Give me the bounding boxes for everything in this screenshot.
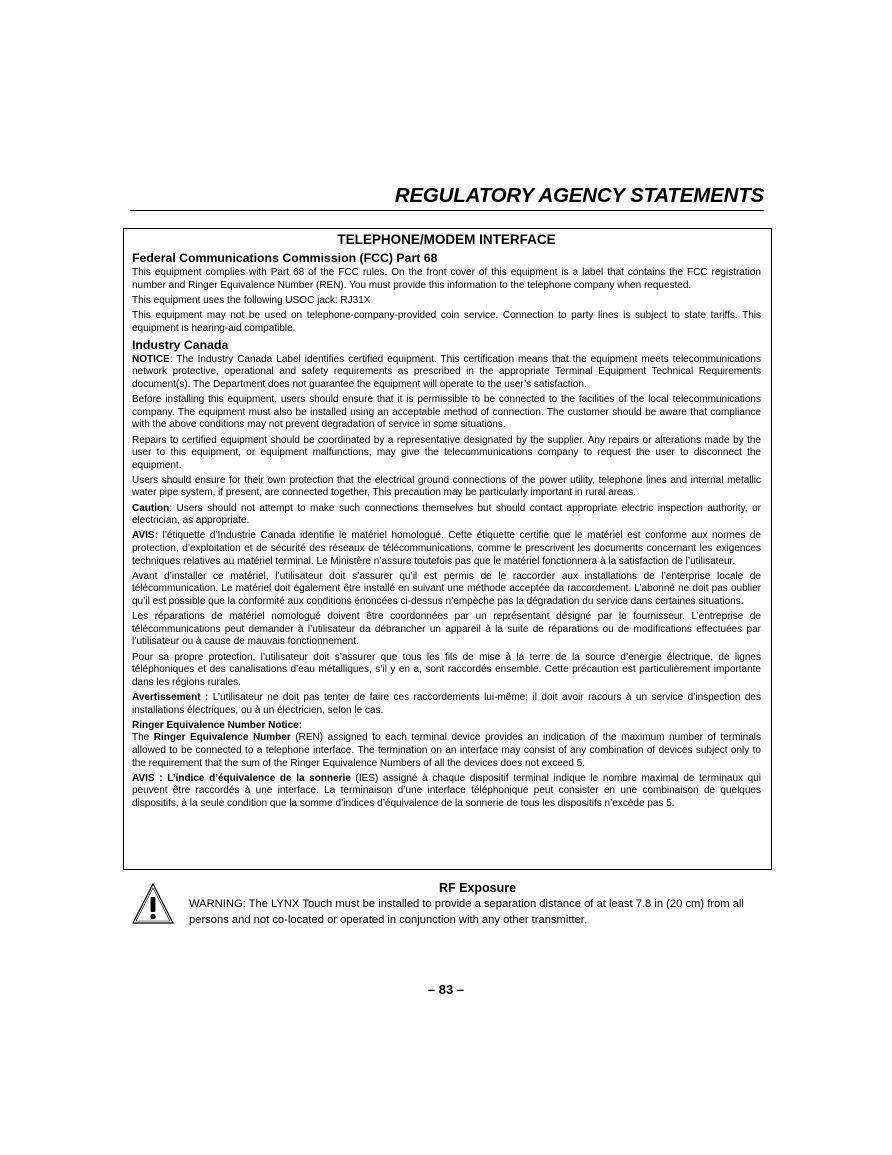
rf-exposure-heading: RF Exposure — [438, 881, 517, 895]
rf-warning-text: WARNING: The LYNX Touch must be installed to provide a separation distance of at least 7.8 in (20 cm) from all persons and not co-located or operated in conjunction with any other transmitter. — [189, 898, 744, 926]
ren-text-pre: The — [132, 732, 154, 744]
box-heading: TELEPHONE/MODEM INTERFACE — [337, 232, 556, 247]
fcc-paragraph-1: This equipment complies with Part 68 of the FCC rules. On the front cover of this equipment is a label that contains the FCC registration number and Ringer Equivalence Number (REN). You must provide this information to the telephone company when requested. — [132, 267, 761, 291]
industry-canada-heading: Industry Canada — [132, 337, 229, 352]
page-number: – 83 – — [427, 982, 465, 997]
ies-label: AVIS : L’indice d’équivalence de la sonnerie — [132, 772, 351, 784]
telephone-modem-box — [123, 228, 772, 870]
fcc-paragraph-3: This equipment may not be used on telephone-company-provided coin service. Connection to party lines is subject to state tariffs. This equipment is hearing-aid compatible. — [132, 309, 761, 334]
ic-avertissement-label: Avertissement : — [132, 691, 209, 703]
ic-avis-text: l’étiquette d’Industrie Canada identifie le matériel homologué. Cette étiquette certifie que le matériel est conforme aux normes de protection, d’exploitation et de sécurité des réseaux de télécommunications, comme le prescrivent les documents concernant les exigences techniques relatives au matériel terminal. Le Ministère n’assure toutefois pas que le matériel fonctionnera à la satisfaction de l’utilisateur. — [132, 530, 761, 567]
ic-users-paragraph: Users should ensure for their own protection that the electrical ground connections of the power utility, telephone lines and internal metallic water pipe system, if present, are connected together, This precaution may be particularly important in rural areas. — [132, 474, 761, 499]
ic-pour-paragraph: Pour sa propre protection, l’utilisateur doit s’assurer que tous les fils de mise à la terre de la source d’energie électrique, de lignes téléphoniques et des canalisations d’eau métalliques, s’il y en a, sont raccordés ensemble. Cette précaution est particulièrement importante dans les régions rurales. — [132, 651, 761, 688]
ic-avertissement-paragraph — [132, 692, 761, 717]
rf-exposure-section — [123, 880, 772, 930]
ren-bold-term: Ringer Equivalence Number — [153, 732, 291, 744]
page-title: REGULATORY AGENCY STATEMENTS — [394, 184, 764, 207]
ic-caution-paragraph — [132, 503, 761, 528]
ic-notice-label: NOTICE — [132, 353, 170, 365]
ic-avertissement-text: L’utilisateur ne doit pas tenter de faire ces raccordements lui-même; il doit avoir racours à un service d’inspection des installations électriques, ou à un électricien, selon le cas. — [132, 691, 761, 716]
ic-avis-label: AVIS: — [132, 530, 158, 542]
ic-avant-paragraph: Avant d’installer ce matériel, l’utilisateur doit s’assurer qu’il est permis de le raccorder aux installations de l’enterprise locale de télécommunication. Le matériel doit également être installé en suivant une méthode acceptée da raccordement. L’abonné ne doit pas oublier qu’il est possible que la conformité aux conditions énoncées ci-dessus n’empèche pas la dégradation du service dans certaines situations. — [132, 570, 761, 607]
title-rule — [130, 210, 764, 211]
ic-repairs-paragraph: Repairs to certified equipment should be coordinated by a representative designated by the supplier. Any repairs or alterations made by the user to this equipment, or equipment malfunctions, may give the telecommunications company to request the user to disconnect the equipment. — [132, 434, 761, 471]
ies-text: (IES) assigné à chaque dispositif terminal indique le nombre maximal de terminaux qui peuvent être raccordés à une interface. La terminaison d’une interface téléphonique peut consister en une combinaison de quelques dispositifs, à la seule condition que la somme d’indices d’équivalence de la sonnerie de tous les dispositifs n’excède pas 5. — [132, 772, 762, 809]
ren-paragraph — [132, 732, 761, 770]
ic-caution-label: Caution — [132, 502, 170, 514]
ic-notice-paragraph — [132, 354, 761, 392]
ic-avis-paragraph — [132, 530, 761, 568]
fcc-heading: Federal Communications Commission (FCC) Part 68 — [132, 251, 438, 265]
ies-paragraph — [132, 773, 761, 811]
ic-before-paragraph: Before installing this equipment, users should ensure that it is permissible to be connected to the facilities of the local telecommunications company. The equipment must also be installed using an acceptable method of connection. The customer should be aware that compliance with the above conditions may not prevent degradation of service in some situations. — [132, 394, 761, 431]
ren-heading: Ringer Equivalence Number Notice: — [132, 719, 303, 731]
ren-text-post: (REN) assigned to each terminal device provides an indication of the maximum number of terminals allowed to be connected to a telephone interface. The termination on an interface may consist of any combination of devices subject only to the requirement that the sum of the Ringer Equivalence Numbers of all the devices does not exceed 5. — [132, 732, 761, 769]
warning-triangle-icon — [131, 882, 175, 926]
ic-caution-text: : Users should not attempt to make such connections themselves but should contact appropriate electric inspection authority, or electrician, as appropriate. — [132, 502, 761, 527]
ic-notice-text: : The Industry Canada Label identifies certified equipment. This certification means that the equipment meets telecommunications network protective, operational and safety requirements as prescribed in the appropriate Terminal Equipment Technical Requirements document(s). The Department does not guarantee the equipment will operate to the user’s satisfaction. — [132, 353, 761, 390]
fcc-paragraph-2: This equipment uses the following USOC jack: RJ31X — [132, 294, 371, 306]
ic-reparations-paragraph: Les réparations de matériel nomologué doivent être coordonnées par un représentant désigné par le fournisseur. L’entreprise de télécommunications peut demander à l’utilisateur da débrancher un appareil à la suite de réparations ou de modifications effectuées par l’utilisateur ou à cause de mauvais fonctionnement. — [132, 611, 761, 648]
